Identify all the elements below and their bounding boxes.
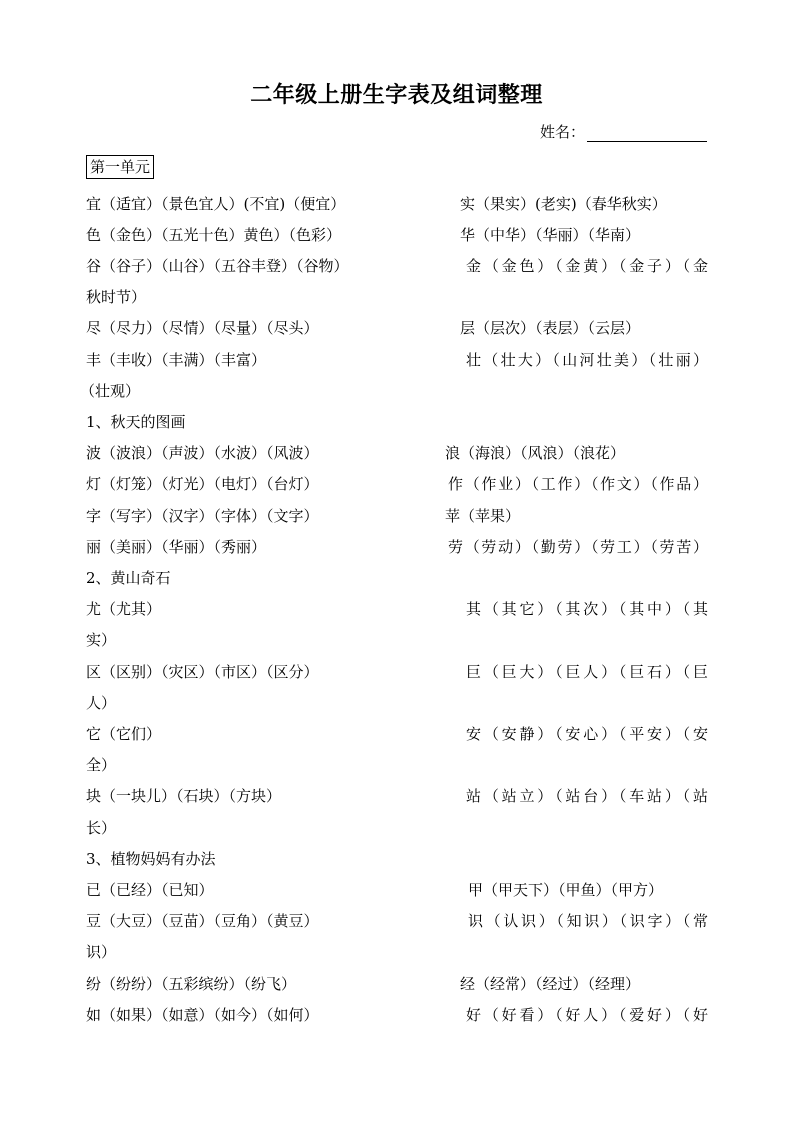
left-entry: 波（波浪）（声波）（水波）（风波） <box>86 444 319 462</box>
unit-heading: 第一单元 <box>86 155 154 179</box>
right-entry: 甲（甲天下）（甲鱼）（甲方） <box>468 881 664 899</box>
right-entry: 浪（海浪）（风浪）（浪花） <box>445 444 626 462</box>
left-entry: 丽（美丽）（华丽）（秀丽） <box>86 538 267 556</box>
left-entry: 字（写字）（汉字）（字体）（文字） <box>86 507 319 525</box>
section-heading: 3、植物妈妈有办法 <box>86 850 216 868</box>
left-entry: 全） <box>86 756 117 774</box>
left-entry: 豆（大豆）（豆苗）（豆角）（黄豆） <box>86 912 319 930</box>
left-entry: 长） <box>86 819 117 837</box>
left-entry: 区（区别）（灾区）（市区）（区分） <box>86 663 319 681</box>
left-entry: 尤（尤其） <box>86 600 162 618</box>
right-entry: 识（认识）（知识）（识字）（常 <box>468 912 708 930</box>
right-entry: 其（其它）（其次）（其中）（其 <box>466 600 708 618</box>
left-entry: 人） <box>86 694 117 712</box>
right-entry: 作（作业）（工作）（作文）（作品） <box>448 475 708 493</box>
left-entry: （壮观） <box>80 382 141 400</box>
left-entry: 色（金色）（五光十色）黄色）（色彩） <box>86 226 342 244</box>
right-entry: 实（果实）(老实)（春华秋实） <box>460 195 667 213</box>
name-label: 姓名： <box>540 123 586 141</box>
left-entry: 识） <box>86 943 117 961</box>
left-entry: 丰（丰收）（丰满）（丰富） <box>86 351 267 369</box>
right-entry: 好（好看）（好人）（爱好）（好 <box>466 1006 708 1024</box>
left-entry: 如（如果）（如意）（如今）（如何） <box>86 1006 319 1024</box>
left-entry: 它（它们） <box>86 725 162 743</box>
left-entry: 已（已经）（已知） <box>86 881 214 899</box>
page-title: 二年级上册生字表及组词整理 <box>250 82 543 108</box>
right-entry: 层（层次）（表层）（云层） <box>460 319 641 337</box>
right-entry: 壮（壮大）（山河壮美）（壮丽） <box>466 351 708 369</box>
right-entry: 经（经常）（经过）（经理） <box>460 975 641 993</box>
right-entry: 金（金色）（金黄）（金子）（金 <box>466 257 708 275</box>
section-heading: 1、秋天的图画 <box>86 413 186 431</box>
name-field <box>540 121 707 142</box>
left-entry: 纷（纷纷）（五彩缤纷）（纷飞） <box>86 975 297 993</box>
left-entry: 尽（尽力）（尽情）（尽量）（尽头） <box>86 319 319 337</box>
right-entry: 安（安静）（安心）（平安）（安 <box>466 725 708 743</box>
name-blank-line <box>587 124 707 142</box>
left-entry: 秋时节） <box>86 288 147 306</box>
left-entry: 块（一块儿）（石块）（方块） <box>86 787 282 805</box>
left-entry: 实） <box>86 631 117 649</box>
left-entry: 宜（适宜）（景色宜人）(不宜)（便宜） <box>86 195 346 213</box>
right-entry: 劳（劳动）（勤劳）（劳工）（劳苦） <box>448 538 708 556</box>
left-entry: 灯（灯笼）（灯光）（电灯）（台灯） <box>86 475 319 493</box>
right-entry: 站（站立）（站台）（车站）（站 <box>466 787 708 805</box>
right-entry: 巨（巨大）（巨人）（巨石）（巨 <box>466 663 708 681</box>
left-entry: 谷（谷子）（山谷）（五谷丰登）（谷物） <box>86 257 349 275</box>
section-heading: 2、黄山奇石 <box>86 569 171 587</box>
right-entry: 华（中华）（华丽）（华南） <box>460 226 641 244</box>
right-entry: 苹（苹果） <box>445 507 521 525</box>
